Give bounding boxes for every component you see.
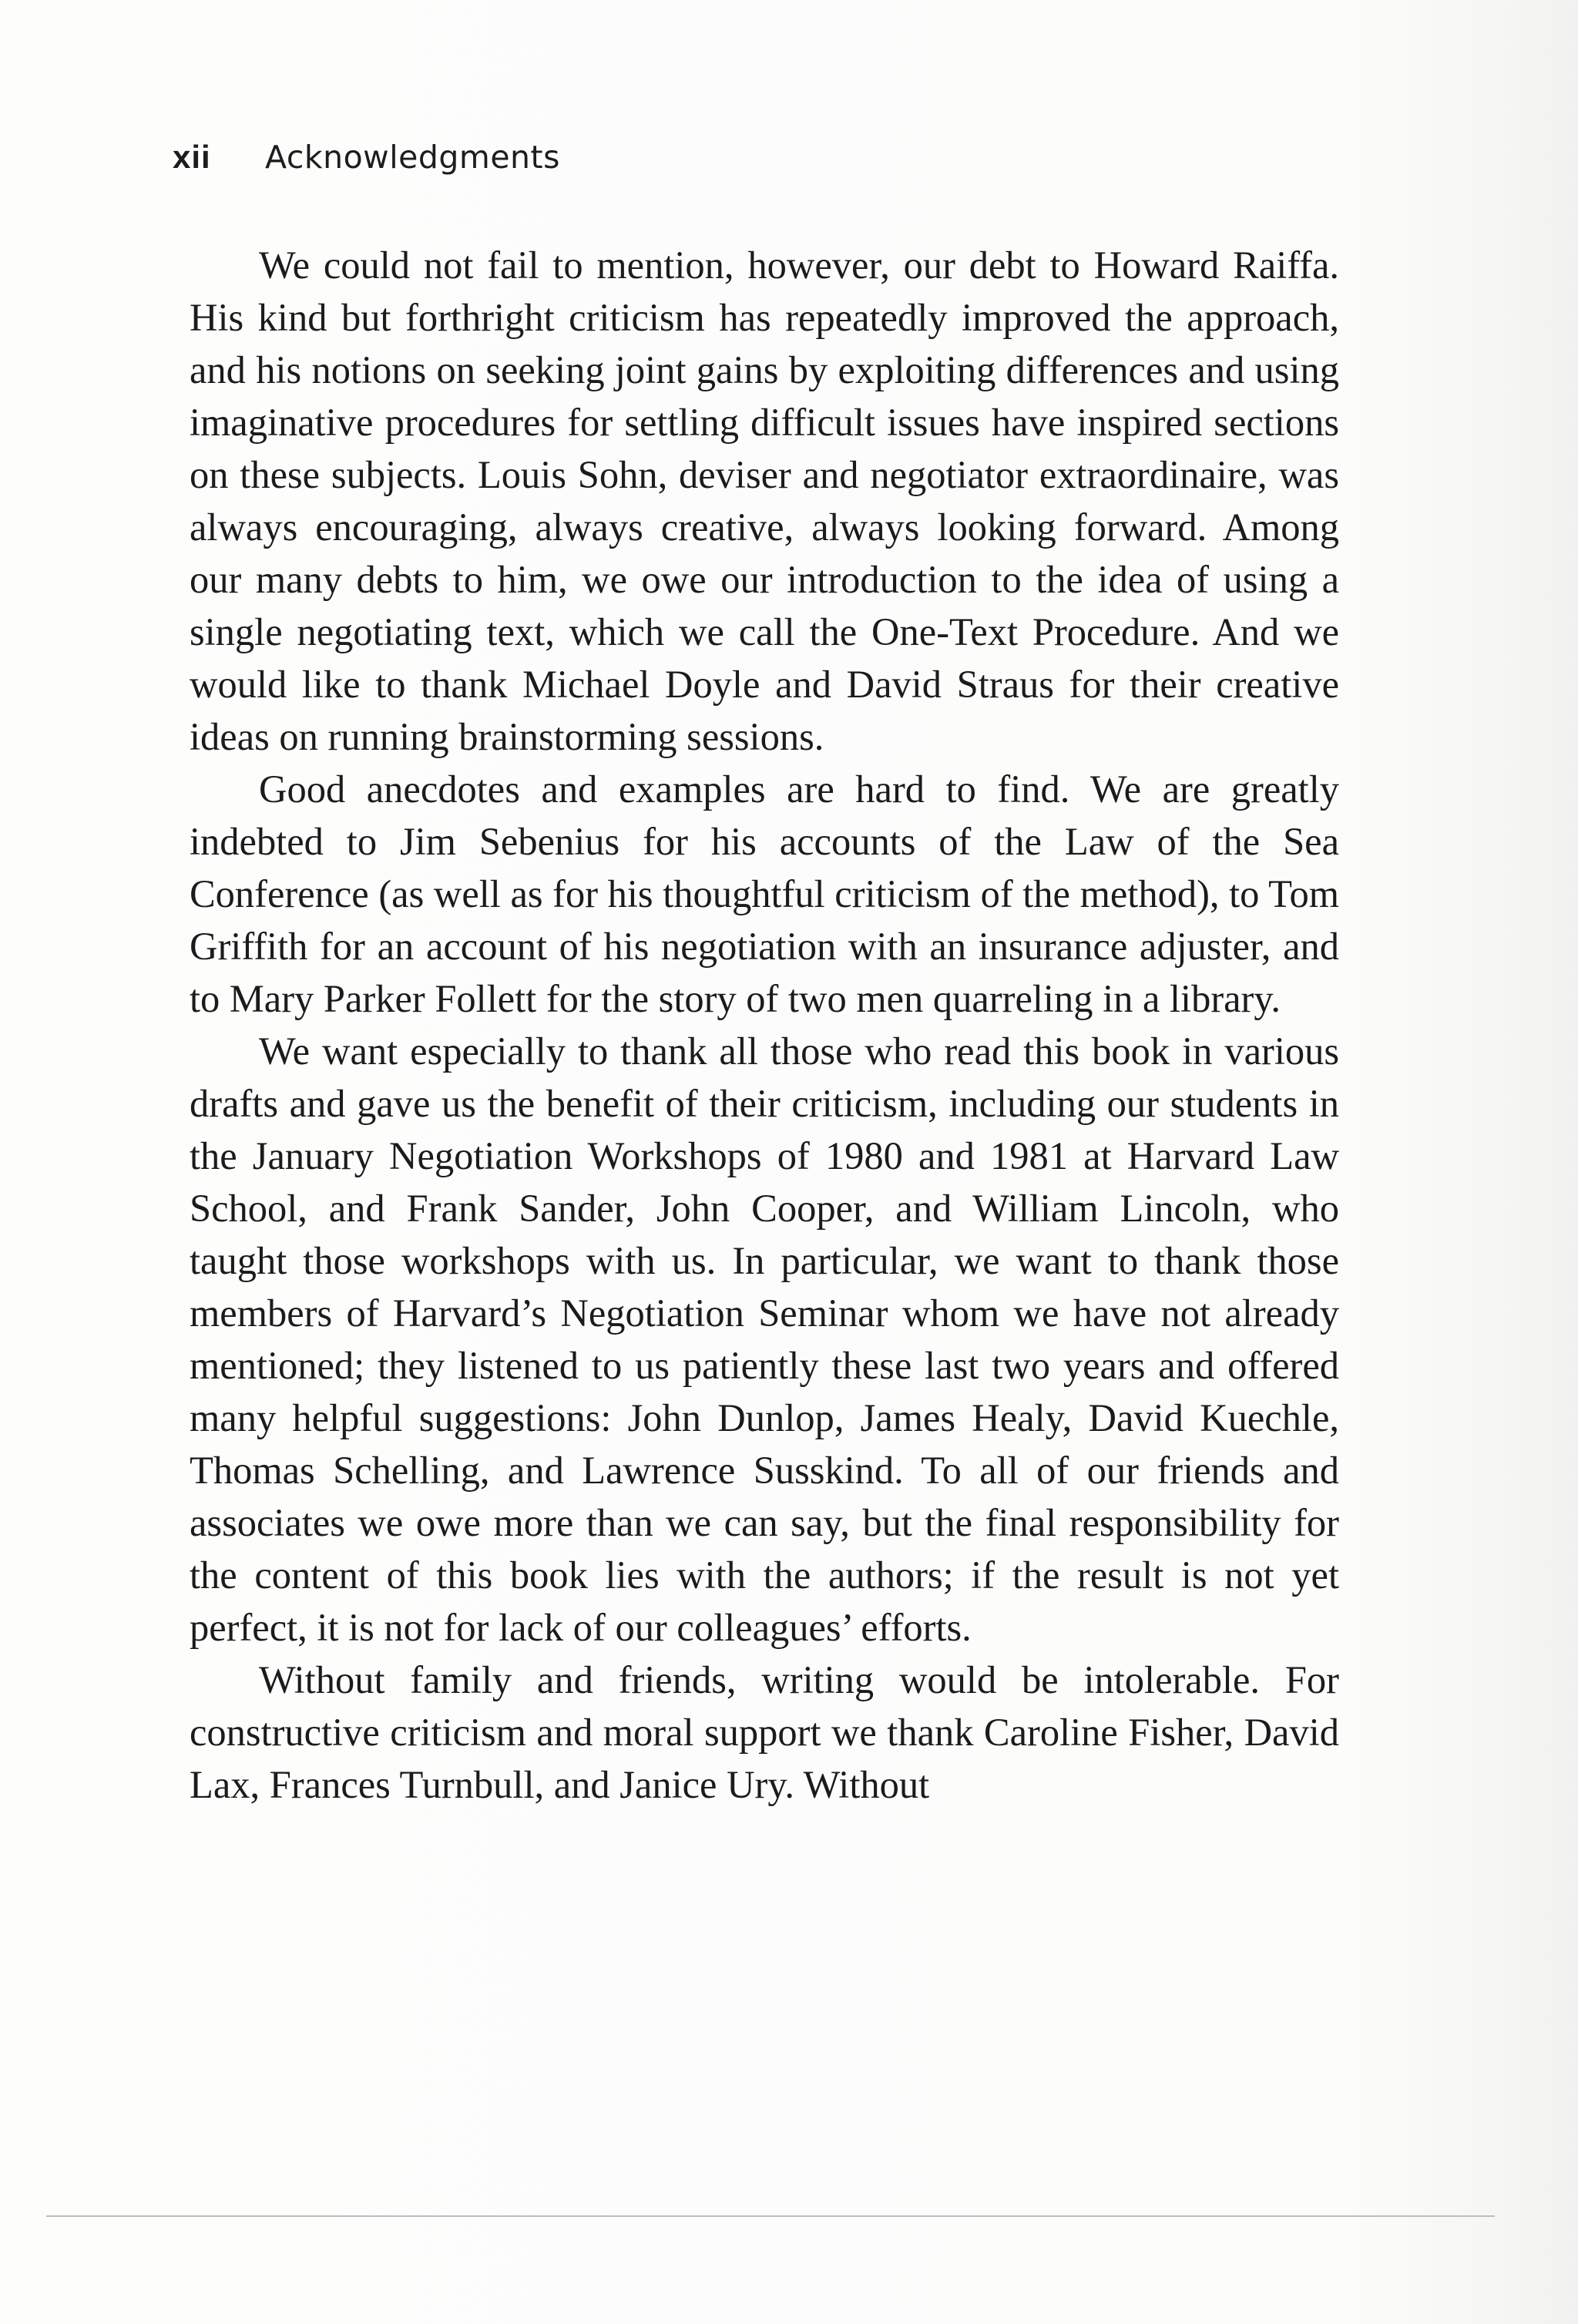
paragraph-4: Without family and friends, writing would be intolerable. For constructive criticism and moral support we thank Caroline Fisher, David Lax, Frances Turnbull, and Janice Ury. Without xyxy=(190,1658,1339,1806)
paragraph-2: Good anecdotes and examples are hard to find. We are greatly indebted to Jim Sebenius for his accounts of the Law of the Sea Conference (as well as for his thoughtful criticism of the method), to Tom Griffith for an account of his negotiation with an insurance adjuster, and to Mary Parker Follett for the story of two men quarreling in a library. xyxy=(190,767,1339,1020)
running-title: Acknowledgments xyxy=(265,139,560,176)
paragraph-1: We could not fail to mention, however, our debt to Howard Raiffa. His kind but forthright criticism has repeatedly improved the approach, and his notions on seeking joint gains by exploiting differences and using imaginative procedures for settling difficult issues have inspired sections on these subjects. Louis Sohn, deviser and negotiator extraordinaire, was always encouraging, always creative, always looking forward. Among our many debts to him, we owe our introduction to the idea of using a single negotiating text, which we call the One-Text Procedure. And we would like to thank Michael Doyle and David Straus for their creative ideas on running brainstorming sessions. xyxy=(190,243,1339,758)
scan-edge-rule xyxy=(46,2215,1495,2217)
body-text xyxy=(190,239,1339,1811)
page-number: xii xyxy=(173,139,211,175)
running-head xyxy=(173,139,560,188)
paragraph-3: We want especially to thank all those who read this book in various drafts and gave us the benefit of their criticism, including our students in the January Negotiation Workshops of 1980 and 1981 at Harvard Law School, and Frank Sander, John Cooper, and William Lincoln, who taught those workshops with us. In particular, we want to thank those members of Harvard’s Negotiation Seminar whom we have not already mentioned; they listened to us patiently these last two years and offered many helpful suggestions: John Dunlop, James Healy, David Kuechle, Thomas Schelling, and Lawrence Susskind. To all of our friends and associates we owe more than we can say, but the final responsibility for the content of this book lies with the authors; if the result is not yet perfect, it is not for lack of our colleagues’ efforts. xyxy=(190,1029,1339,1649)
